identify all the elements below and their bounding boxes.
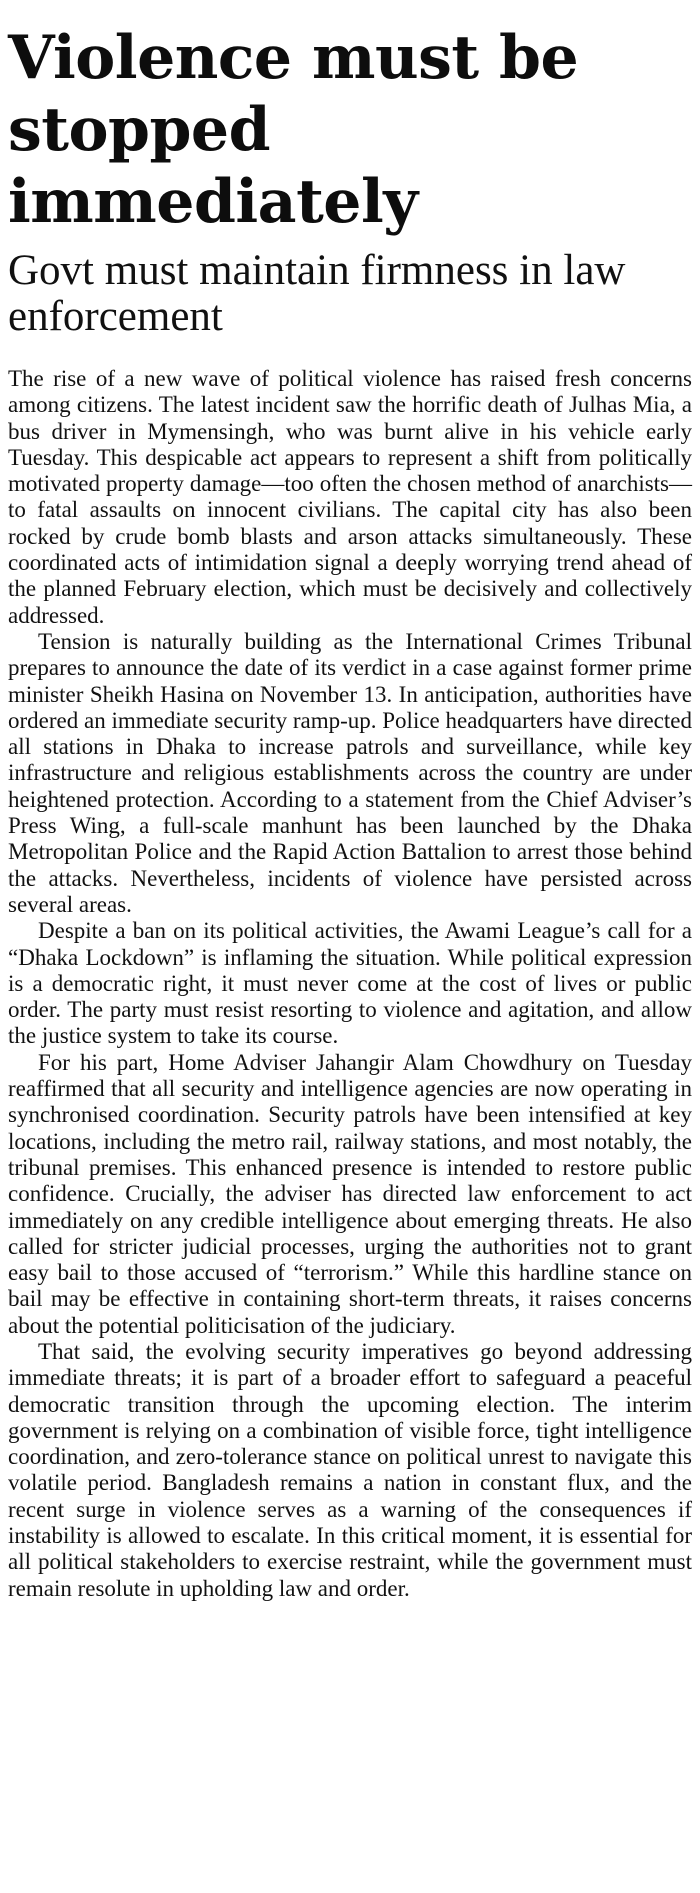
body-paragraph: Despite a ban on its political activities, the Awami League’s call for a “Dhaka Lockdown” is inflaming the situation. While political expression is a democratic right, it must never come at the cost of lives or public order. The party must resist resorting to violence and agitation, and allow the justice system to take its course. [8,918,692,1049]
headline: Violence must be stopped immediately [8,23,579,237]
editorial-article [8,22,692,1602]
body-paragraph: That said, the evolving security imperatives go beyond addressing immediate threats; it is part of a broader effort to safeguard a peaceful democratic transition through the upcoming election. The interim government is relying on a combination of visible force, tight intelligence coordination, and zero-tolerance stance on political unrest to navigate this volatile period. Bangladesh remains a nation in constant flux, and the recent surge in violence serves as a warning of the consequences if instability is allowed to escalate. In this critical moment, it is essential for all political stakeholders to exercise restraint, while the government must remain resolute in upholding law and order. [8,1338,692,1601]
body-paragraph: Tension is naturally building as the International Crimes Tribunal prepares to announce the date of its verdict in a case against former prime minister Sheikh Hasina on November 13. In anticipation, authorities have ordered an immediate security ramp-up. Police headquarters have directed all stations in Dhaka to increase patrols and surveillance, while key infrastructure and religious establishments across the country are under heightened protection. According to a statement from the Chief Adviser’s Press Wing, a full-scale manhunt has been launched by the Dhaka Metropolitan Police and the Rapid Action Battalion to arrest those behind the attacks. Nevertheless, incidents of violence have persisted across several areas. [8,628,692,917]
article-body [8,366,692,1602]
body-paragraph: The rise of a new wave of political violence has raised fresh concerns among citizens. The latest incident saw the horrific death of Julhas Mia, a bus driver in Mymensingh, who was burnt alive in his vehicle early Tuesday. This despicable act appears to represent a shift from politically motivated property damage—too often the chosen method of anarchists—to fatal assaults on innocent civilians. The capital city has also been rocked by crude bomb blasts and arson attacks simultaneously. These coordinated acts of intimidation signal a deeply worrying trend ahead of the planned February election, which must be decisively and collectively addressed. [8,366,692,628]
body-paragraph: For his part, Home Adviser Jahangir Alam Chowdhury on Tuesday reaffirmed that all security and intelligence agencies are now operating in synchronised coordination. Security patrols have been intensified at key locations, including the metro rail, railway stations, and most notably, the tribunal premises. This enhanced presence is intended to restore public confidence. Crucially, the adviser has directed law enforcement to act immediately on any credible intelligence about emerging threats. He also called for stricter judicial processes, urging the authorities not to grant easy bail to those accused of “terrorism.” While this hardline stance on bail may be effective in containing short-term threats, it raises concerns about the potential politicisation of the judiciary. [8,1049,692,1338]
subheadline: Govt must maintain firmness in law enforcement [8,247,626,340]
